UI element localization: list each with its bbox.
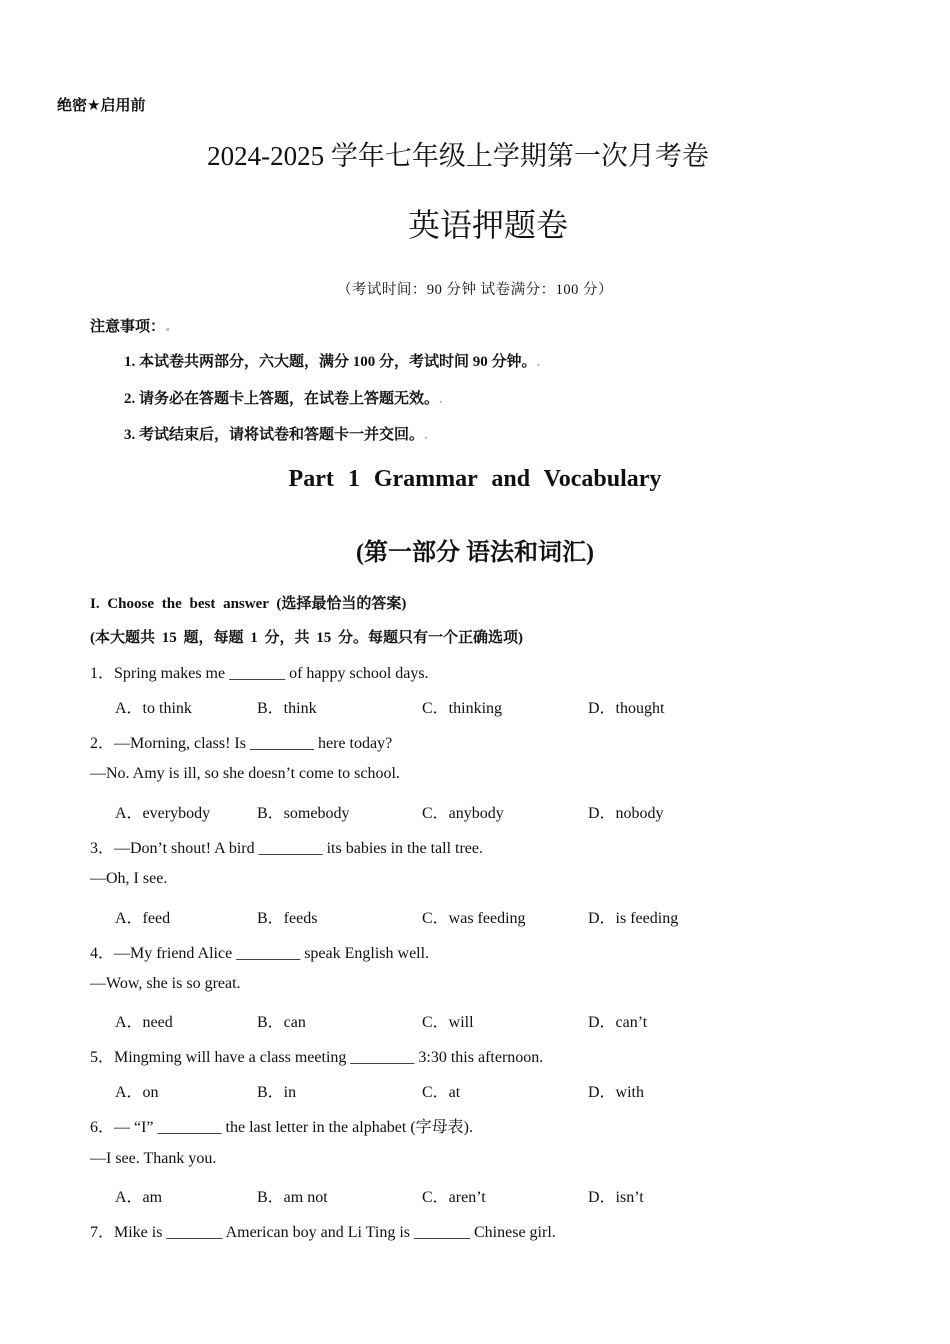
q5-option-c: C．at <box>422 1084 461 1101</box>
confidential-label: 绝密★启用前 <box>57 96 146 114</box>
question-4: 4．—My friend Alice ________ speak English well. <box>90 945 430 962</box>
q2-option-a: A．everybody <box>115 805 211 822</box>
section-instructions: (本大题共 15 题，每题 1 分，共 15 分。每题只有一个正确选项) <box>90 630 523 646</box>
notice-heading: 注意事项：. <box>90 317 171 335</box>
q4-option-b: B．can <box>257 1014 306 1031</box>
question-1: 1．Spring makes me _______ of happy school days. <box>90 665 429 682</box>
q6-option-c: C．aren’t <box>422 1189 486 1206</box>
q2-option-d: D．nobody <box>588 805 664 822</box>
exam-subtitle: 英语押题卷 <box>407 207 568 243</box>
q3-option-b: B．feeds <box>257 910 318 927</box>
q3-option-c: C．was feeding <box>422 910 526 927</box>
notice-item-1: 1. 本试卷共两部分，六大题，满分 100 分，考试时间 90 分钟。. <box>124 354 541 370</box>
q4-option-d: D．can’t <box>588 1014 648 1031</box>
section-title: I. Choose the best answer (选择最恰当的答案) <box>90 596 407 612</box>
q1-option-c: C．thinking <box>422 700 503 717</box>
question-6-reply: —I see. Thank you. <box>90 1150 217 1167</box>
q5-option-b: B．in <box>257 1084 297 1101</box>
part-title: Part 1 Grammar and Vocabulary <box>288 466 662 492</box>
q1-option-b: B．think <box>257 700 317 717</box>
q3-option-d: D．is feeding <box>588 910 679 927</box>
part-title-cn: (第一部分 语法和词汇) <box>356 540 594 566</box>
notice-item-2: 2. 请务必在答题卡上答题，在试卷上答题无效。. <box>124 391 443 407</box>
question-3-reply: —Oh, I see. <box>90 870 168 887</box>
question-6: 6．— “I” ________ the last letter in the alphabet (字母表). <box>90 1119 474 1136</box>
q4-option-c: C．will <box>422 1014 474 1031</box>
q5-option-a: A．on <box>115 1084 159 1101</box>
notice-item-3: 3. 考试结束后，请将试卷和答题卡一并交回。. <box>124 427 428 443</box>
question-4-reply: —Wow, she is so great. <box>90 975 241 992</box>
question-3: 3．—Don’t shout! A bird ________ its babies in the tall tree. <box>90 840 484 857</box>
q2-option-c: C．anybody <box>422 805 504 822</box>
exam-title: 2024-2025 学年七年级上学期第一次月考卷 <box>207 141 709 171</box>
q1-option-d: D．thought <box>588 700 665 717</box>
question-7: 7．Mike is _______ American boy and Li Ting is _______ Chinese girl. <box>90 1224 556 1241</box>
exam-info: （考试时间：90 分钟 试卷满分：100 分） <box>336 282 614 298</box>
question-5: 5．Mingming will have a class meeting ________ 3:30 this afternoon. <box>90 1049 544 1066</box>
q6-option-b: B．am not <box>257 1189 328 1206</box>
q6-option-d: D．isn’t <box>588 1189 644 1206</box>
q3-option-a: A．feed <box>115 910 171 927</box>
q1-option-a: A．to think <box>115 700 192 717</box>
q4-option-a: A．need <box>115 1014 173 1031</box>
q5-option-d: D．with <box>588 1084 645 1101</box>
question-2-reply: —No. Amy is ill, so she doesn’t come to school. <box>90 765 400 782</box>
question-2: 2．—Morning, class! Is ________ here today? <box>90 735 393 752</box>
q6-option-a: A．am <box>115 1189 163 1206</box>
q2-option-b: B．somebody <box>257 805 350 822</box>
